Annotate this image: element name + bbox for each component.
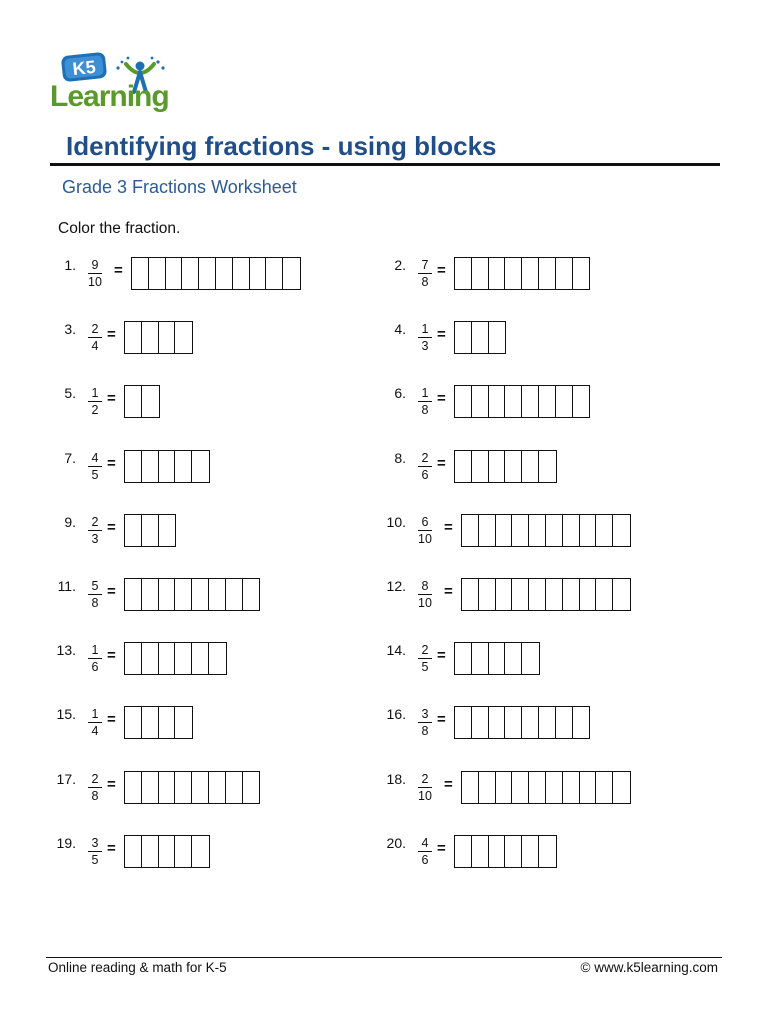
equals-sign: =	[437, 711, 446, 729]
equals-sign: =	[437, 839, 446, 857]
problem-number: 17.	[56, 770, 76, 787]
block-cell[interactable]	[472, 707, 489, 738]
svg-text:K5: K5	[71, 56, 97, 80]
block-cell[interactable]	[529, 772, 546, 803]
fraction-numerator: 6	[421, 514, 429, 529]
problem-number: 16.	[386, 706, 406, 723]
block-cell[interactable]	[489, 836, 506, 867]
fraction-denominator: 8	[421, 275, 429, 289]
fraction	[415, 772, 435, 803]
fraction-denominator: 8	[421, 724, 429, 739]
block-cell[interactable]	[556, 258, 573, 289]
block-cell[interactable]	[505, 643, 522, 674]
block-cell[interactable]	[596, 772, 613, 803]
fraction-bar	[418, 594, 432, 595]
equals-sign: =	[437, 647, 446, 665]
block-cell[interactable]	[505, 258, 522, 289]
block-cell[interactable]	[489, 643, 506, 674]
fraction-denominator: 10	[418, 788, 432, 803]
block-cell[interactable]	[522, 258, 539, 289]
problem-number: 7.	[64, 449, 76, 466]
equals-sign: =	[444, 775, 453, 793]
block-cell[interactable]	[539, 258, 556, 289]
block-cell[interactable]	[496, 772, 513, 803]
equals-sign: =	[107, 326, 116, 344]
block-cell[interactable]	[613, 772, 630, 803]
problem-number: 13.	[56, 642, 76, 659]
problem-number: 2.	[394, 257, 406, 273]
fraction-bar	[418, 530, 432, 531]
fraction-denominator: 4	[91, 724, 99, 739]
block-cell[interactable]	[529, 579, 546, 610]
fraction-denominator: 4	[91, 339, 99, 354]
equals-sign: =	[114, 262, 123, 279]
block-cell[interactable]	[489, 386, 506, 417]
block-cell[interactable]	[556, 386, 573, 417]
equals-sign: =	[107, 647, 116, 665]
fraction-blocks	[454, 835, 557, 868]
block-cell[interactable]	[462, 772, 479, 803]
footer-tagline: Online reading & math for K-5	[48, 960, 227, 975]
fraction-denominator: 10	[418, 596, 432, 610]
instructions: Color the fraction.	[58, 220, 181, 237]
footer-divider	[46, 957, 722, 958]
block-cell[interactable]	[580, 515, 597, 546]
block-cell[interactable]	[505, 836, 522, 867]
fraction-denominator: 10	[88, 275, 102, 289]
equals-sign: =	[444, 583, 453, 600]
block-cell[interactable]	[489, 707, 506, 738]
fraction	[415, 258, 435, 289]
problem-item	[0, 835, 768, 875]
worksheet-subtitle: Grade 3 Fractions Worksheet	[62, 177, 297, 197]
fraction-denominator: 3	[91, 531, 99, 546]
block-cell[interactable]	[546, 772, 563, 803]
fraction-blocks	[454, 642, 540, 675]
fraction-bar	[418, 658, 432, 659]
block-cell[interactable]	[546, 515, 563, 546]
block-cell[interactable]	[455, 707, 472, 738]
problem-number: 14.	[386, 642, 406, 659]
problem-number: 1.	[64, 257, 76, 273]
fraction-blocks	[461, 578, 631, 611]
fraction-numerator: 2	[421, 643, 429, 658]
equals-sign: =	[107, 583, 116, 600]
block-cell[interactable]	[546, 579, 563, 610]
block-cell[interactable]	[563, 579, 580, 610]
block-cell[interactable]	[455, 836, 472, 867]
block-cell[interactable]	[472, 643, 489, 674]
block-cell[interactable]	[596, 515, 613, 546]
fraction-denominator: 3	[421, 339, 429, 354]
problem-item	[0, 706, 768, 746]
block-cell[interactable]	[522, 451, 539, 482]
problem-number: 19.	[56, 834, 76, 851]
block-cell[interactable]	[455, 386, 472, 417]
fraction-denominator: 6	[421, 467, 429, 482]
fraction-numerator: 2	[421, 771, 429, 786]
block-cell[interactable]	[512, 515, 529, 546]
fraction-numerator: 8	[421, 579, 429, 593]
block-cell[interactable]	[489, 451, 506, 482]
block-cell[interactable]	[472, 836, 489, 867]
block-cell[interactable]	[580, 579, 597, 610]
equals-sign: =	[107, 839, 116, 857]
block-cell[interactable]	[472, 322, 489, 353]
fraction-numerator: 1	[91, 386, 99, 401]
block-cell[interactable]	[489, 258, 506, 289]
block-cell[interactable]	[580, 772, 597, 803]
block-cell[interactable]	[455, 643, 472, 674]
problem-number: 3.	[64, 321, 76, 338]
fraction-bar	[418, 851, 432, 852]
block-cell[interactable]	[455, 258, 472, 289]
fraction-numerator: 1	[91, 643, 99, 658]
block-cell[interactable]	[489, 322, 506, 353]
fraction-numerator: 1	[421, 386, 429, 401]
fraction-blocks	[454, 257, 590, 290]
problem-item	[0, 450, 768, 490]
problem-number: 12.	[386, 578, 406, 594]
problem-number: 11.	[57, 578, 76, 594]
fraction-numerator: 5	[91, 579, 99, 593]
block-cell[interactable]	[462, 579, 479, 610]
fraction	[415, 322, 435, 353]
problem-number: 18.	[386, 770, 406, 787]
block-cell[interactable]	[455, 322, 472, 353]
fraction-denominator: 6	[91, 660, 99, 675]
fraction-denominator: 8	[421, 403, 429, 418]
problem-item	[0, 771, 768, 811]
problem-item	[0, 578, 768, 618]
problem-number: 8.	[394, 449, 406, 466]
fraction	[415, 643, 435, 674]
block-cell[interactable]	[505, 386, 522, 417]
fraction-blocks	[461, 771, 631, 804]
block-cell[interactable]	[479, 579, 496, 610]
problem-item	[0, 321, 768, 361]
fraction-blocks	[454, 321, 506, 354]
block-cell[interactable]	[505, 451, 522, 482]
fraction-denominator: 6	[421, 852, 429, 867]
block-cell[interactable]	[522, 707, 539, 738]
fraction-numerator: 3	[421, 707, 429, 722]
fraction-denominator: 10	[418, 531, 432, 546]
fraction-bar	[418, 401, 432, 402]
fraction-numerator: 1	[421, 322, 429, 337]
fraction-denominator: 8	[91, 788, 99, 803]
block-cell[interactable]	[539, 707, 556, 738]
problem-item	[0, 514, 768, 554]
svg-text:Learning: Learning	[50, 80, 169, 113]
block-cell[interactable]	[573, 707, 590, 738]
block-cell[interactable]	[496, 515, 513, 546]
problem-number: 20.	[386, 834, 406, 851]
fraction-numerator: 1	[91, 707, 99, 722]
block-cell[interactable]	[596, 579, 613, 610]
equals-sign: =	[437, 390, 446, 408]
block-cell[interactable]	[522, 836, 539, 867]
fraction-numerator: 2	[421, 450, 429, 465]
equals-sign: =	[437, 326, 446, 344]
block-cell[interactable]	[539, 386, 556, 417]
block-cell[interactable]	[512, 772, 529, 803]
fraction	[415, 579, 435, 610]
block-cell[interactable]	[462, 515, 479, 546]
fraction	[415, 836, 435, 867]
fraction-bar	[418, 787, 432, 788]
fraction-denominator: 5	[91, 852, 99, 867]
problem-item	[0, 385, 768, 425]
block-cell[interactable]	[522, 643, 539, 674]
fraction-denominator: 2	[91, 403, 99, 418]
fraction-numerator: 2	[91, 514, 99, 529]
block-cell[interactable]	[479, 515, 496, 546]
block-cell[interactable]	[472, 451, 489, 482]
fraction-numerator: 2	[91, 322, 99, 337]
problem-number: 6.	[394, 385, 406, 402]
fraction-numerator: 2	[91, 771, 99, 786]
footer-website: © www.k5learning.com	[580, 960, 718, 975]
equals-sign: =	[437, 454, 446, 472]
block-cell[interactable]	[563, 515, 580, 546]
block-cell[interactable]	[556, 707, 573, 738]
fraction-denominator: 8	[91, 596, 99, 610]
block-cell[interactable]	[479, 772, 496, 803]
block-cell[interactable]	[512, 579, 529, 610]
equals-sign: =	[437, 262, 446, 279]
fraction-blocks	[454, 450, 557, 483]
fraction-bar	[418, 722, 432, 723]
fraction-bar	[418, 337, 432, 338]
block-cell[interactable]	[455, 451, 472, 482]
fraction	[415, 386, 435, 417]
block-cell[interactable]	[539, 836, 556, 867]
equals-sign: =	[107, 454, 116, 472]
problem-number: 10.	[386, 513, 406, 530]
fraction-numerator: 7	[421, 258, 429, 272]
block-cell[interactable]	[496, 579, 513, 610]
block-cell[interactable]	[505, 707, 522, 738]
equals-sign: =	[107, 711, 116, 729]
block-cell[interactable]	[472, 386, 489, 417]
equals-sign: =	[107, 775, 116, 793]
equals-sign: =	[107, 390, 116, 408]
fraction-bar	[418, 273, 432, 274]
fraction-numerator: 4	[91, 450, 99, 465]
fraction	[415, 707, 435, 738]
equals-sign: =	[107, 518, 116, 536]
block-cell[interactable]	[539, 451, 556, 482]
fraction-denominator: 5	[91, 467, 99, 482]
problem-item	[0, 642, 768, 682]
fraction-blocks	[461, 514, 631, 547]
block-cell[interactable]	[529, 515, 546, 546]
fraction-denominator: 5	[421, 660, 429, 675]
fraction	[415, 451, 435, 482]
problem-number: 4.	[394, 321, 406, 338]
fraction	[415, 515, 435, 546]
fraction-numerator: 4	[421, 835, 429, 850]
block-cell[interactable]	[573, 386, 590, 417]
block-cell[interactable]	[613, 515, 630, 546]
problem-number: 15.	[56, 706, 76, 723]
block-cell[interactable]	[573, 258, 590, 289]
fraction-numerator: 3	[91, 835, 99, 850]
problem-item	[0, 257, 768, 297]
block-cell[interactable]	[563, 772, 580, 803]
block-cell[interactable]	[472, 258, 489, 289]
fraction-numerator: 9	[91, 258, 99, 272]
problem-number: 5.	[64, 385, 76, 402]
problem-number: 9.	[64, 513, 76, 530]
fraction-blocks	[454, 706, 590, 739]
equals-sign: =	[444, 518, 453, 536]
fraction-blocks	[454, 385, 590, 418]
block-cell[interactable]	[613, 579, 630, 610]
block-cell[interactable]	[522, 386, 539, 417]
fraction-bar	[418, 466, 432, 467]
worksheet-title: Identifying fractions - using blocks	[66, 131, 497, 161]
